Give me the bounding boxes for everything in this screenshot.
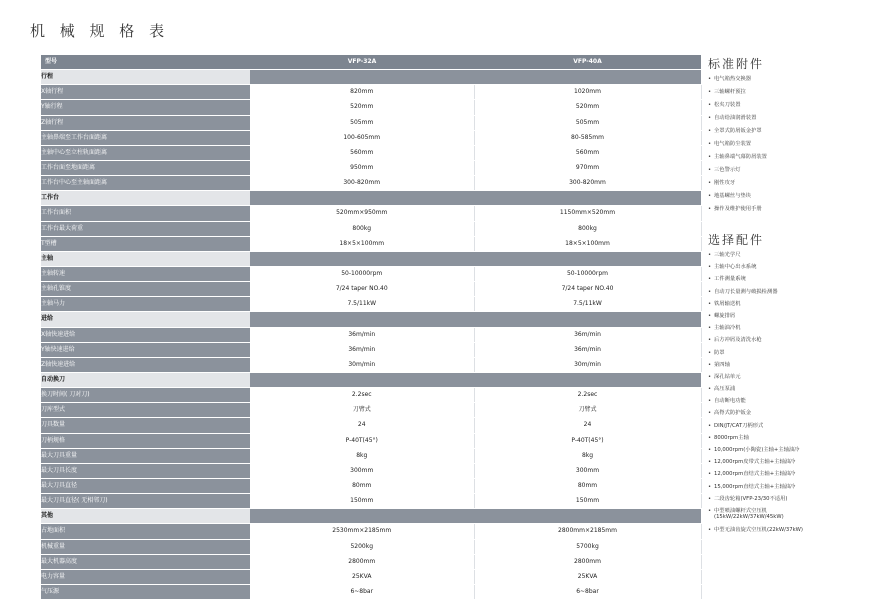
value-vfp-40a: 30m/min	[474, 357, 701, 372]
list-item	[708, 386, 888, 393]
table-row	[41, 145, 701, 160]
value-vfp-32a: 24	[250, 418, 474, 433]
list-item-text: 主轴油冷机	[714, 325, 741, 332]
section-bar	[250, 191, 701, 206]
value-vfp-40a: 50-10000rpm	[474, 266, 701, 281]
spec-label: 主轴中心至立柱轨面距离	[41, 145, 250, 160]
table-row	[41, 342, 701, 357]
table-row	[41, 448, 701, 463]
spec-label: 电力容量	[41, 569, 250, 584]
spec-label: 气压源	[41, 584, 250, 599]
spec-label: 最大刀具直径	[41, 478, 250, 493]
list-item-text: DIN/JT/CAT刀柄形式	[714, 422, 764, 429]
table-row	[41, 297, 701, 312]
list-item	[708, 484, 888, 491]
section-bar	[250, 251, 701, 266]
value-vfp-40a: 7.5/11kW	[474, 297, 701, 312]
section-row	[41, 251, 701, 266]
list-item-text: 刚性攻牙	[714, 180, 736, 187]
value-vfp-32a: 25KVA	[250, 569, 474, 584]
list-item	[708, 264, 888, 271]
spec-label: 最大刀具长度	[41, 463, 250, 478]
table-row	[41, 494, 701, 509]
value-vfp-32a: 800kg	[250, 221, 474, 236]
list-item	[708, 362, 888, 369]
value-vfp-40a: 5700kg	[474, 539, 701, 554]
list-item-text: 自动刀长量测与破损检测器	[714, 288, 778, 295]
value-vfp-32a: 950mm	[250, 160, 474, 175]
list-item	[708, 167, 888, 174]
value-vfp-40a: 300mm	[474, 463, 701, 478]
value-vfp-40a: 8kg	[474, 448, 701, 463]
value-vfp-40a: 150mm	[474, 494, 701, 509]
table-row	[41, 130, 701, 145]
value-vfp-40a: 7/24 taper NO.40	[474, 282, 701, 297]
value-vfp-40a: 505mm	[474, 115, 701, 130]
table-row	[41, 388, 701, 403]
value-vfp-40a: 1020mm	[474, 85, 701, 100]
section-bar	[250, 312, 701, 327]
value-vfp-32a: 2530mm×2185mm	[250, 524, 474, 539]
section-row	[41, 70, 701, 85]
list-item	[708, 128, 888, 135]
spec-label: Y轴快速进给	[41, 342, 250, 357]
spec-label: X轴快速进给	[41, 327, 250, 342]
value-vfp-32a: 50-10000rpm	[250, 266, 474, 281]
value-vfp-32a: 2800mm	[250, 554, 474, 569]
list-item	[708, 102, 888, 109]
header-vfp-40a: VFP-40A	[474, 55, 701, 70]
spec-label: Y轴行程	[41, 100, 250, 115]
section-row	[41, 372, 701, 387]
list-item-text: 三轴螺杆预拉	[714, 89, 746, 96]
value-vfp-40a: 800kg	[474, 221, 701, 236]
list-item-text: 电气箱热交换器	[714, 76, 752, 82]
spec-label: 占地面积	[41, 524, 250, 539]
standard-accessories	[708, 55, 888, 220]
value-vfp-32a: 5200kg	[250, 539, 474, 554]
value-vfp-32a: 36m/min	[250, 327, 474, 342]
spec-label: 换刀时间( 刀对刀)	[41, 388, 250, 403]
value-vfp-32a: 520mm	[250, 100, 474, 115]
spec-label: 刀柄规格	[41, 433, 250, 448]
value-vfp-40a: 80mm	[474, 478, 701, 493]
section-row	[41, 509, 701, 524]
table-row	[41, 539, 701, 554]
list-item	[708, 154, 888, 161]
table-row	[41, 221, 701, 236]
value-vfp-32a: 2.2sec	[250, 388, 474, 403]
spec-label: 刀具数量	[41, 418, 250, 433]
list-item-text: 15,000rpm直结式主轴+主轴油冷	[714, 483, 796, 490]
spec-label: T型槽	[41, 236, 250, 251]
table-row	[41, 403, 701, 418]
section-label: 行程	[41, 70, 250, 85]
spec-label: Z轴行程	[41, 115, 250, 130]
spec-label: Z轴快速进给	[41, 357, 250, 372]
table-row	[41, 282, 701, 297]
spec-label: 主轴孔锥度	[41, 282, 250, 297]
table-header-row	[41, 55, 701, 70]
list-item-text: 中型无油齿旋式空压机(22kW/37kW)	[714, 526, 803, 533]
list-item	[708, 398, 888, 405]
section-bar	[250, 70, 701, 85]
value-vfp-32a: 6~8bar	[250, 584, 474, 599]
list-item-text: 铁屑输送机	[714, 300, 741, 307]
list-item-text: 地基螺丝与垫块	[714, 193, 752, 200]
spec-label: 工作台中心至主轴面距离	[41, 176, 250, 191]
spec-label: 主轴马力	[41, 297, 250, 312]
list-item	[708, 115, 888, 122]
spec-label: 工作台最大荷重	[41, 221, 250, 236]
value-vfp-32a: 505mm	[250, 115, 474, 130]
value-vfp-32a: P-40T(45°)	[250, 433, 474, 448]
optional-accessories	[708, 231, 888, 539]
list-item	[708, 435, 888, 442]
header-model: 型号	[41, 55, 250, 70]
spec-label: 主轴转速	[41, 266, 250, 281]
list-item-text: 防罩	[714, 349, 725, 356]
list-item	[708, 193, 888, 200]
table-row	[41, 554, 701, 569]
section-row	[41, 191, 701, 206]
table-row	[41, 266, 701, 281]
value-vfp-32a: 7/24 taper NO.40	[250, 282, 474, 297]
spec-label: 主轴鼻端至工作台面距离	[41, 130, 250, 145]
table-row	[41, 85, 701, 100]
value-vfp-40a: 2.2sec	[474, 388, 701, 403]
value-vfp-32a: 100-605mm	[250, 130, 474, 145]
list-item-text: 电气箱防尘装置	[714, 141, 752, 148]
spec-label: X轴行程	[41, 85, 250, 100]
list-item-text: 高脊式防护钣金	[714, 410, 752, 417]
value-vfp-32a: 36m/min	[250, 342, 474, 357]
section-label: 主轴	[41, 251, 250, 266]
page-title: 机 械 规 格 表	[30, 22, 170, 40]
table-row	[41, 176, 701, 191]
optional-accessories-title: 选择配件	[708, 233, 765, 247]
list-item-text: 工件测量系统	[714, 276, 746, 283]
list-item-text: 主轴中心出水系统	[714, 264, 757, 271]
list-item-text: 三轴光学尺	[714, 252, 741, 258]
value-vfp-40a: 560mm	[474, 145, 701, 160]
list-item	[708, 289, 888, 296]
spec-label: 最大刀具重量	[41, 448, 250, 463]
spec-table	[41, 55, 702, 600]
table-row	[41, 160, 701, 175]
section-bar	[250, 509, 701, 524]
value-vfp-40a: P-40T(45°)	[474, 433, 701, 448]
table-row	[41, 357, 701, 372]
list-item	[708, 350, 888, 357]
list-item	[708, 459, 888, 466]
value-vfp-40a: 80-585mm	[474, 130, 701, 145]
list-item-text: 第四轴	[714, 361, 730, 368]
standard-accessories-title: 标准附件	[708, 57, 765, 71]
list-item-text: 螺旋排屑	[714, 312, 736, 319]
header-vfp-32a: VFP-32A	[250, 55, 474, 70]
value-vfp-40a: 25KVA	[474, 569, 701, 584]
list-item-text: 后方冲屑及清洗水枪	[714, 337, 762, 344]
list-item	[708, 89, 888, 96]
table-row	[41, 418, 701, 433]
list-item-text: 全罩式防屑钣金护罩	[714, 128, 762, 135]
list-item	[708, 447, 888, 454]
value-vfp-40a: 36m/min	[474, 327, 701, 342]
value-vfp-40a: 刀臂式	[474, 403, 701, 418]
list-item	[708, 337, 888, 344]
list-item	[708, 508, 888, 521]
list-item	[708, 423, 888, 430]
section-label: 进给	[41, 312, 250, 327]
value-vfp-32a: 刀臂式	[250, 403, 474, 418]
value-vfp-40a: 36m/min	[474, 342, 701, 357]
list-item	[708, 301, 888, 308]
table-row	[41, 524, 701, 539]
value-vfp-40a: 6~8bar	[474, 584, 701, 599]
list-item-text: 二段齿轮箱(VFP-23/30不适用)	[714, 495, 788, 502]
value-vfp-32a: 150mm	[250, 494, 474, 509]
table-row	[41, 478, 701, 493]
list-item-text: 深孔钻单元	[714, 373, 741, 380]
value-vfp-32a: 820mm	[250, 85, 474, 100]
list-item-text: 主轴鼻端气幕防屑装置	[714, 154, 767, 161]
list-item	[708, 180, 888, 187]
list-item	[708, 276, 888, 283]
value-vfp-32a: 300-820mm	[250, 176, 474, 191]
list-item-text: 操作及维护使用手册	[714, 206, 762, 213]
value-vfp-32a: 300mm	[250, 463, 474, 478]
value-vfp-32a: 30m/min	[250, 357, 474, 372]
standard-accessories-list	[708, 76, 888, 213]
list-item	[708, 76, 888, 83]
list-item-text: 10,000rpm(小陶瓷)主轴+主轴油冷	[714, 447, 800, 453]
value-vfp-40a: 2800mm×2185mm	[474, 524, 701, 539]
value-vfp-40a: 2800mm	[474, 554, 701, 569]
list-item-text: 自动断电功能	[714, 398, 746, 405]
table-row	[41, 433, 701, 448]
table-row	[41, 206, 701, 221]
list-item	[708, 206, 888, 213]
value-vfp-40a: 300-820mm	[474, 176, 701, 191]
list-item-text: 中型喷油螺杆式空压机	[714, 507, 767, 514]
section-label: 自动换刀	[41, 372, 250, 387]
list-item	[708, 471, 888, 478]
table-row	[41, 569, 701, 584]
value-vfp-40a: 18×5×100mm	[474, 236, 701, 251]
table-row	[41, 584, 701, 599]
list-item	[708, 410, 888, 417]
list-item-text: 松夹刀装置	[714, 102, 741, 109]
spec-label: 最大机器高度	[41, 554, 250, 569]
value-vfp-32a: 7.5/11kW	[250, 297, 474, 312]
spec-table-body	[41, 70, 701, 600]
list-item-text: 8000rpm主轴	[714, 434, 749, 441]
section-row	[41, 312, 701, 327]
list-item	[708, 325, 888, 332]
spec-label: 工作台面积	[41, 206, 250, 221]
value-vfp-32a: 520mm×950mm	[250, 206, 474, 221]
table-row	[41, 115, 701, 130]
value-vfp-40a: 1150mm×520mm	[474, 206, 701, 221]
spec-label: 机械重量	[41, 539, 250, 554]
value-vfp-32a: 560mm	[250, 145, 474, 160]
spec-label: 刀库型式	[41, 403, 250, 418]
list-item	[708, 141, 888, 148]
value-vfp-40a: 970mm	[474, 160, 701, 175]
list-item-text: 自动给油润滑装置	[714, 115, 757, 122]
table-row	[41, 463, 701, 478]
list-item	[708, 374, 888, 381]
section-label: 其他	[41, 509, 250, 524]
spec-label: 最大刀具直径( 无相邻刀)	[41, 494, 250, 509]
list-item-text: 12,000rpm皮带式主轴+主轴油冷	[714, 459, 796, 466]
list-item	[708, 313, 888, 320]
list-item-text: 12,000rpm直结式主轴+主轴油冷	[714, 471, 796, 478]
value-vfp-40a: 520mm	[474, 100, 701, 115]
section-bar	[250, 372, 701, 387]
list-item-text: 三色警示灯	[714, 167, 741, 174]
table-row	[41, 236, 701, 251]
list-item-text: 高压泵浦	[714, 386, 736, 393]
optional-accessories-list	[708, 252, 888, 533]
table-row	[41, 100, 701, 115]
section-label: 工作台	[41, 191, 250, 206]
table-row	[41, 327, 701, 342]
list-item	[708, 527, 888, 534]
list-item	[708, 252, 888, 259]
value-vfp-32a: 18×5×100mm	[250, 236, 474, 251]
spec-label: 工作台面至地面距离	[41, 160, 250, 175]
value-vfp-32a: 8kg	[250, 448, 474, 463]
value-vfp-32a: 80mm	[250, 478, 474, 493]
list-item-subtext: (15kW/22kW/37kW/45kW)	[714, 514, 784, 521]
list-item	[708, 496, 888, 503]
value-vfp-40a: 24	[474, 418, 701, 433]
